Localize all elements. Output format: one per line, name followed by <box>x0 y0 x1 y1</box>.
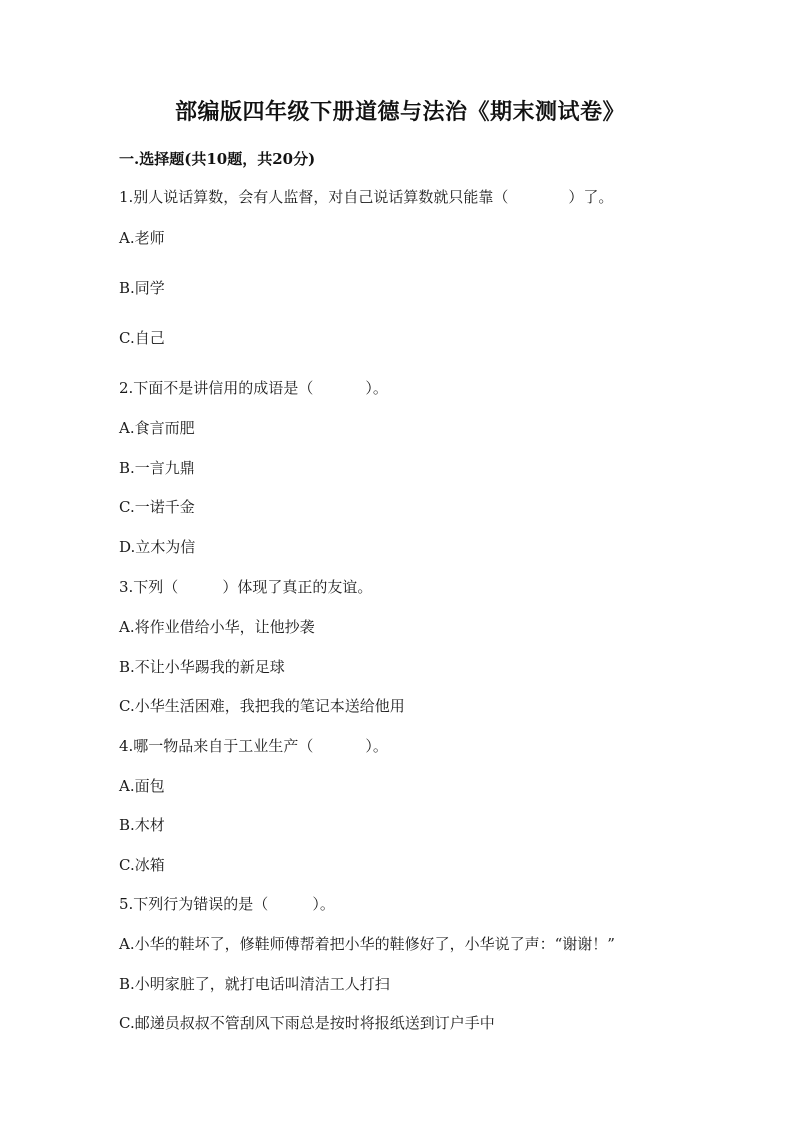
option-text: B.同学 <box>119 279 165 297</box>
question-stem-text: ）了。 <box>568 188 614 206</box>
question-stem-text: ）。 <box>365 379 388 397</box>
question-stem-text: 4.哪一物品来自于工业生产（ <box>119 737 314 755</box>
question-stem-text: ）。 <box>312 895 335 913</box>
question-stem-text: ）。 <box>365 737 388 755</box>
option-text: A.将作业借给小华，让他抄袭 <box>119 618 315 636</box>
question-1-stem <box>119 187 613 207</box>
question-stem-text: ）体现了真正的友谊。 <box>222 578 373 596</box>
question-stem-text: 3.下列（ <box>119 578 179 596</box>
option-text: A.小华的鞋坏了，修鞋师傅帮着把小华的鞋修好了，小华说了声：“谢谢！” <box>119 935 615 953</box>
question-4-stem <box>119 736 388 756</box>
question-stem-text: 2.下面不是讲信用的成语是（ <box>119 379 314 397</box>
option-text: B.小明家脏了，就打电话叫清洁工人打扫 <box>119 975 390 993</box>
option-text: C.自己 <box>119 329 165 347</box>
option-text: D.立木为信 <box>119 538 196 556</box>
option-text: B.一言九鼎 <box>119 459 195 477</box>
option-text: B.木材 <box>119 816 165 834</box>
option-text: C.邮递员叔叔不管刮风下雨总是按时将报纸送到订户手中 <box>119 1014 495 1032</box>
page-title: 部编版四年级下册道德与法治《期末测试卷》 <box>174 99 625 125</box>
option-text: C.小华生活困难，我把我的笔记本送给他用 <box>119 697 405 715</box>
option-text: C.冰箱 <box>119 856 165 874</box>
question-stem-text: 5.下列行为错误的是（ <box>119 895 269 913</box>
question-5-stem <box>119 894 335 914</box>
option-text: A.面包 <box>119 777 165 795</box>
section-heading: 一.选择题(共10题，共20分) <box>119 150 316 168</box>
option-text: C.一诺千金 <box>119 498 195 516</box>
option-text: A.食言而肥 <box>119 419 195 437</box>
question-stem-text: 1.别人说话算数，会有人监督，对自己说话算数就只能靠（ <box>119 188 509 206</box>
question-2-stem <box>119 378 388 398</box>
question-3-stem <box>119 577 372 597</box>
option-text: A.老师 <box>119 229 165 247</box>
option-text: B.不让小华踢我的新足球 <box>119 658 285 676</box>
